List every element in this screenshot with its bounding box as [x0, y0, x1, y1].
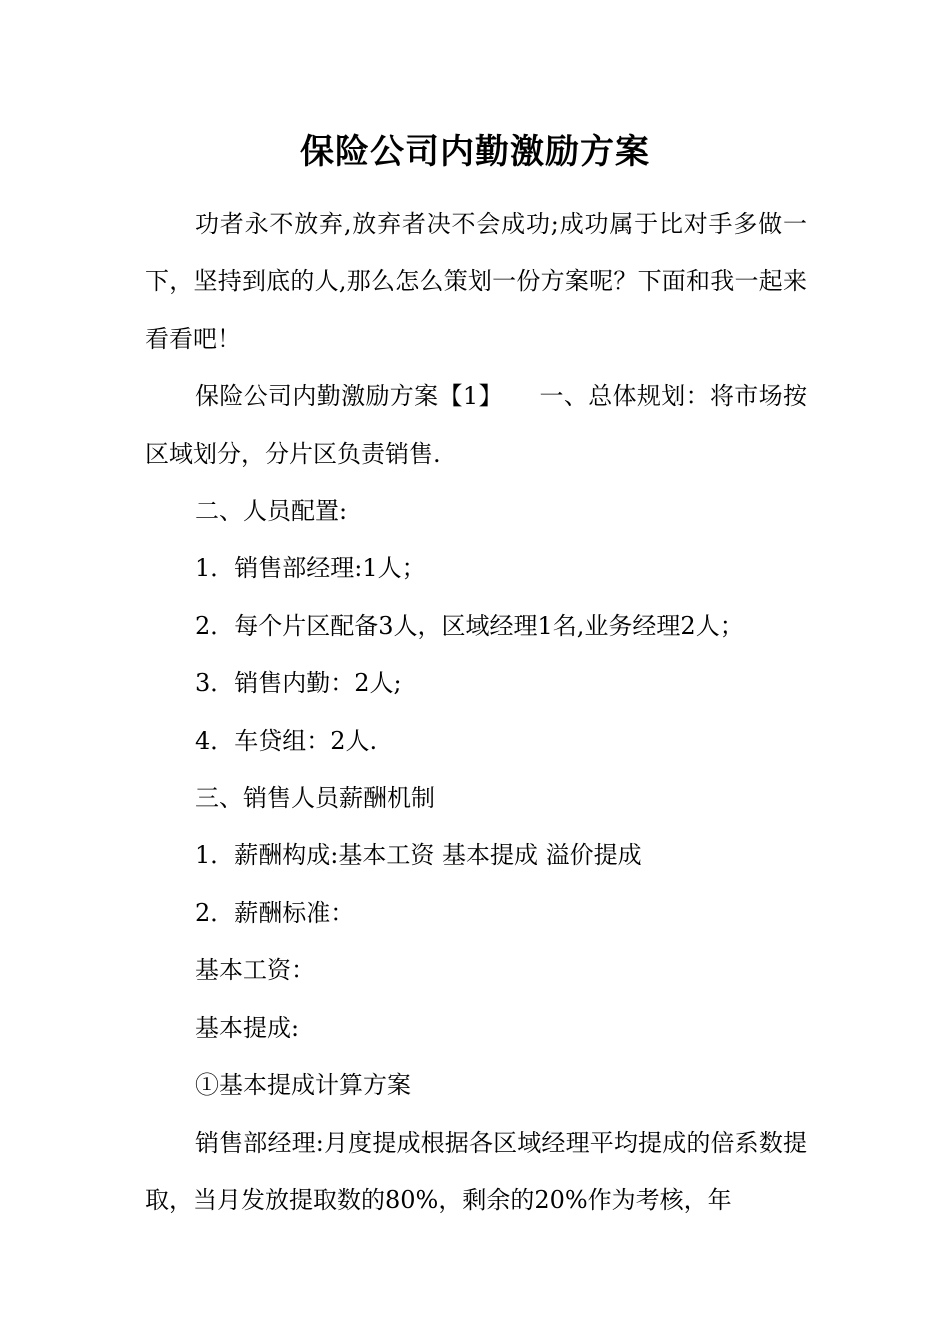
intro-paragraph: 功者永不放弃,放弃者决不会成功;成功属于比对手多做一下，坚持到底的人,那么怎么策划一份方案呢？下面和我一起来看看吧！ — [145, 210, 807, 353]
base-commission-label: 基本提成: — [195, 1013, 300, 1042]
staffing-item-4: 4．车贷组：2人. — [195, 726, 378, 755]
staffing-item-3: 3．销售内勤：2人; — [195, 669, 402, 698]
salary-item-2: 2．薪酬标准： — [195, 898, 355, 927]
section-staffing-heading: 二、人员配置: — [195, 497, 348, 526]
section-salary-heading: 三、销售人员薪酬机制 — [195, 784, 435, 813]
staffing-item-2: 2．每个片区配备3人，区域经理1名,业务经理2人； — [195, 611, 744, 640]
base-salary-label: 基本工资： — [195, 956, 315, 985]
document-title: 保险公司内勤激励方案 — [300, 132, 650, 172]
commission-plan-heading: ①基本提成计算方案 — [195, 1071, 411, 1100]
document-body — [145, 196, 807, 1229]
staffing-item-1: 1．销售部经理:1人； — [195, 554, 426, 583]
plan-heading-paragraph: 保险公司内勤激励方案【1】 一、总体规划：将市场按区域划分，分片区负责销售. — [145, 382, 807, 468]
manager-commission-paragraph: 销售部经理:月度提成根据各区域经理平均提成的倍系数提取，当月发放提取数的80%，剩余的20%作为考核，年 — [145, 1128, 807, 1214]
salary-item-1: 1．薪酬构成:基本工资 基本提成 溢价提成 — [195, 841, 642, 870]
